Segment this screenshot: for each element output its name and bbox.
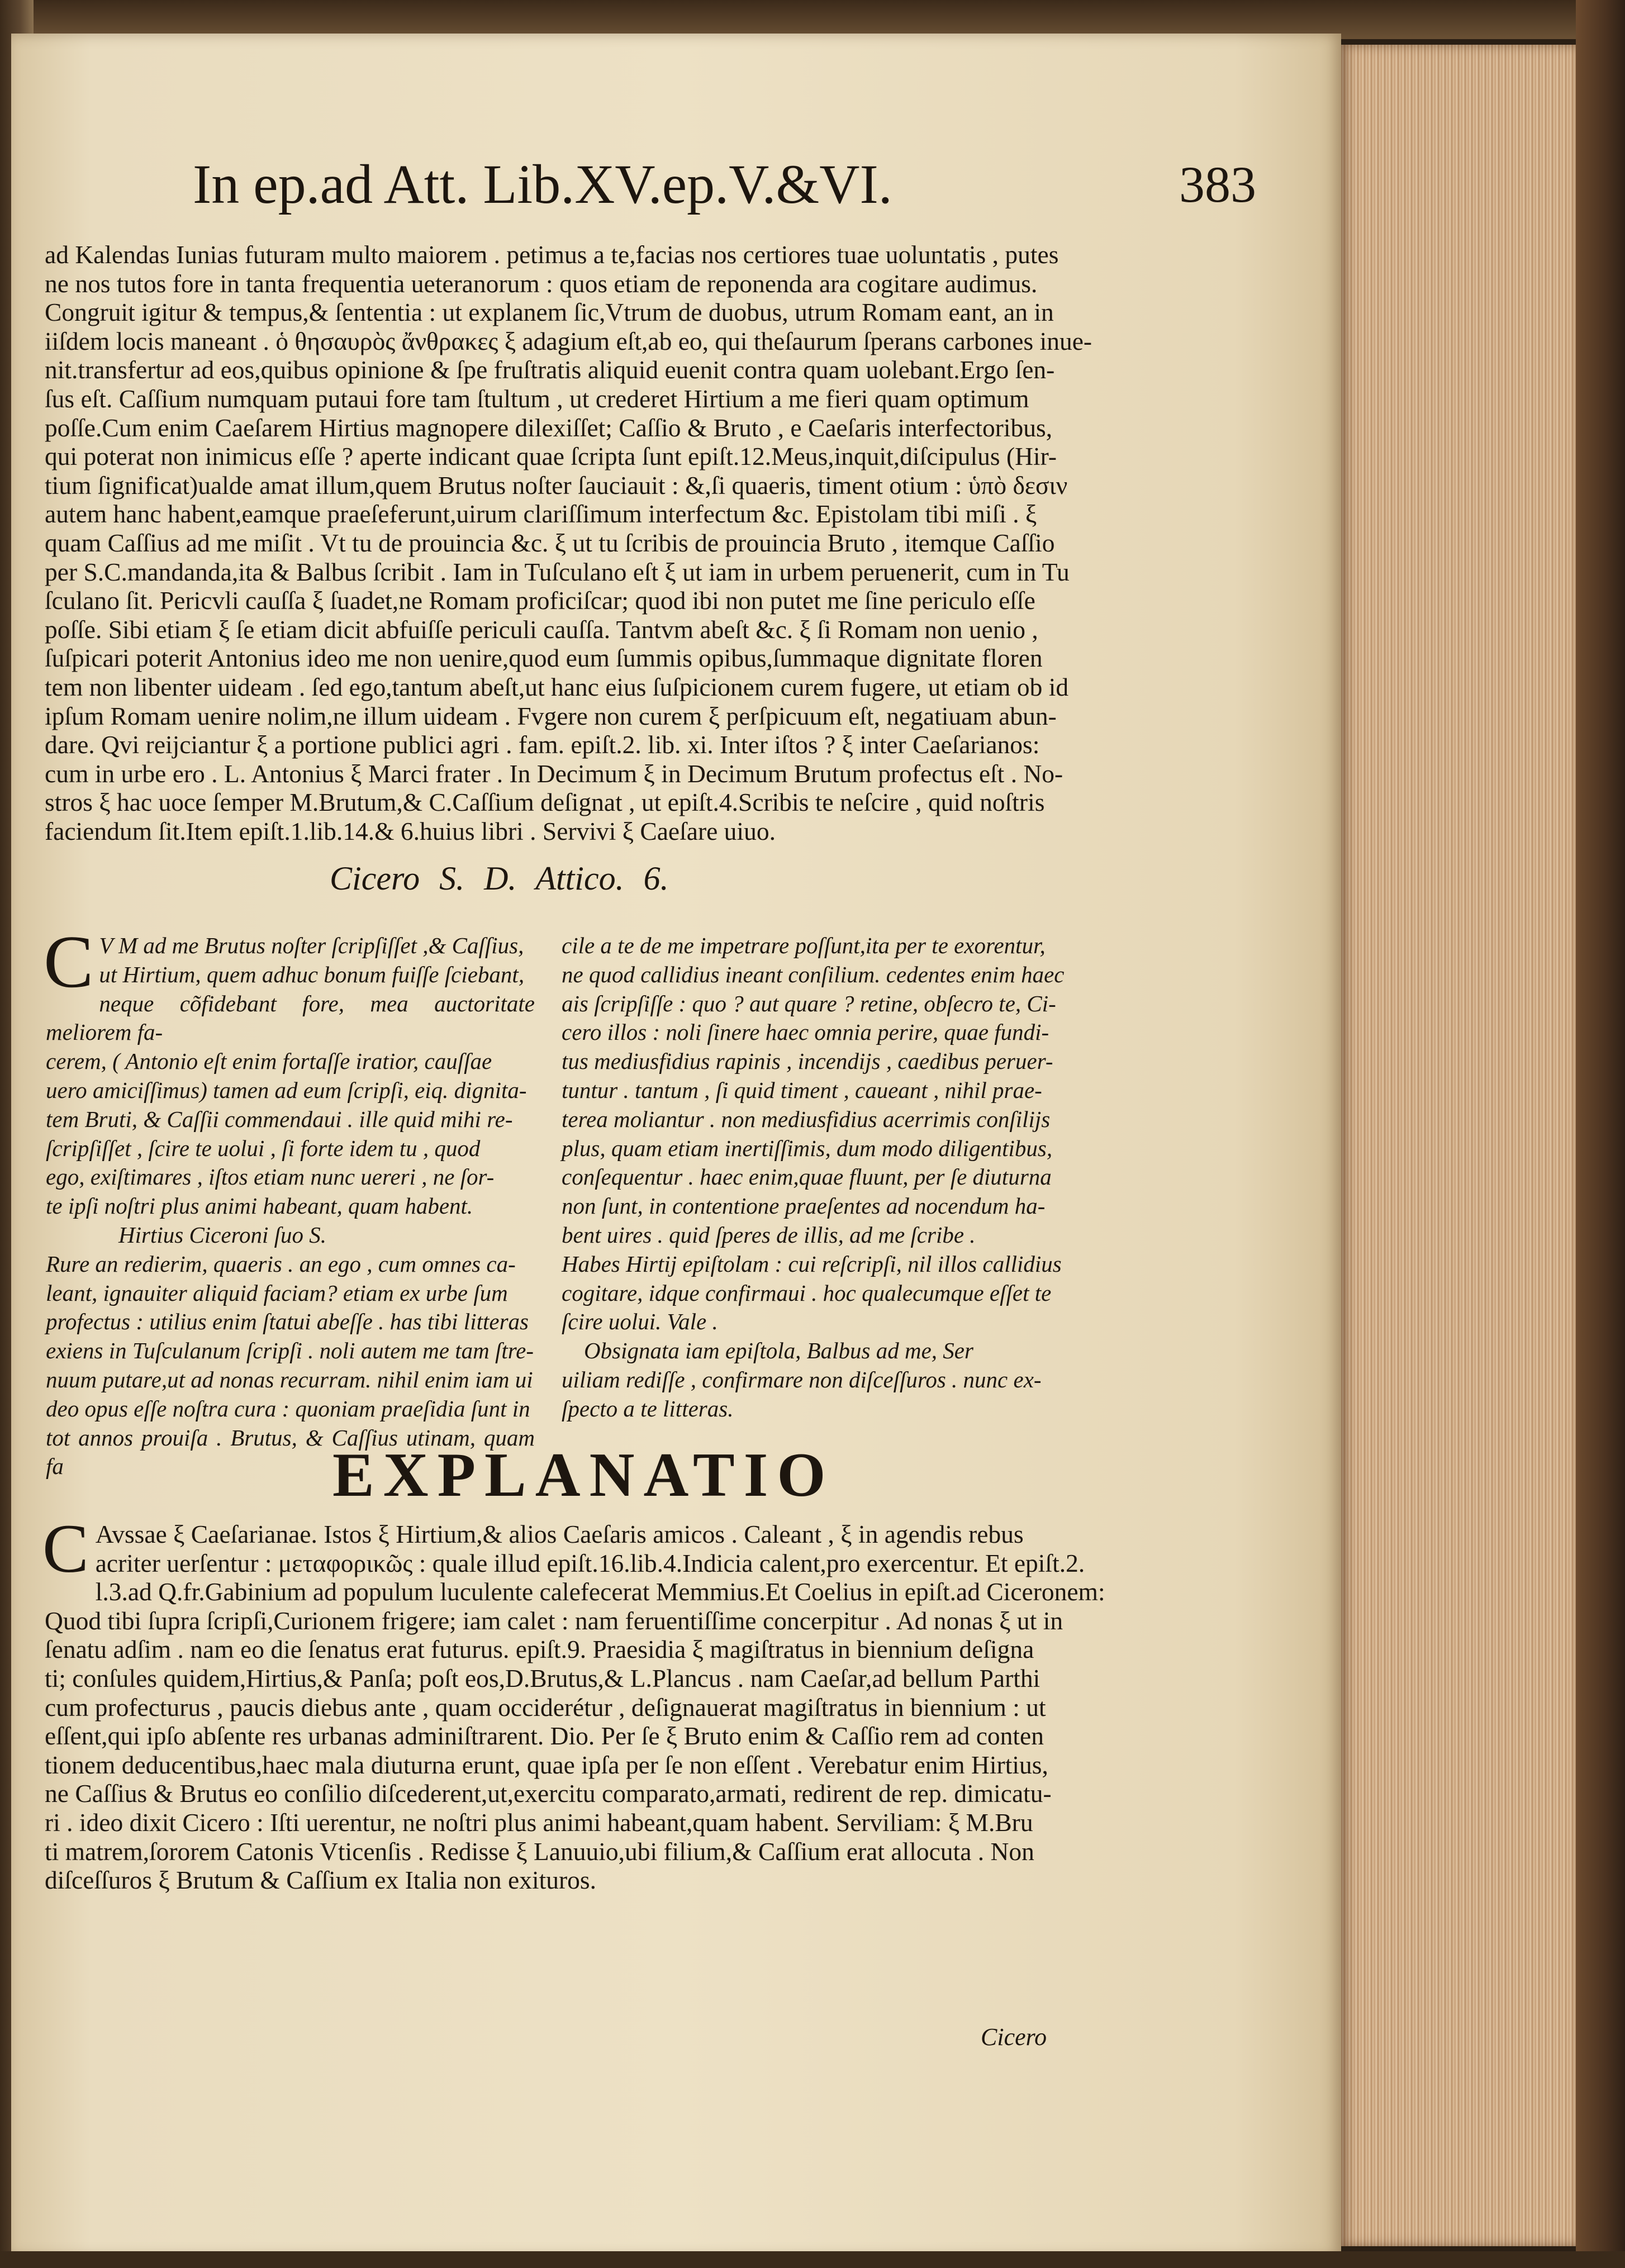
running-head-title: In ep.ad Att. Lib.XV.ep.V.&VI. xyxy=(193,153,892,215)
letter-subheading: Hirtius Ciceroni ſuo S. xyxy=(118,1221,327,1248)
running-head xyxy=(193,151,1256,218)
text-line: quam Caſſius ad me miſit . Vt tu de prouincia &c. ξ ut tu ſcribis de prouincia Bruto , itemque Caſſio xyxy=(45,528,1055,557)
text-line: V M ad me Brutus noſter ſcripſiſſet ,& Caſſius, xyxy=(99,933,524,958)
text-line: cum profecturus , paucis diebus ante , quam occiderétur , deſignauerat magiſtratus in biennium : ut xyxy=(45,1692,1046,1722)
book-cover-bottom xyxy=(0,2251,1625,2268)
dropcap: C xyxy=(44,920,94,1003)
text-line: cogitare, idque confirmaui . hoc qualecumque eſſet te xyxy=(562,1280,1052,1306)
text-line: Quod tibi ſupra ſcripſi,Curionem frigere; iam calet : nam feruentiſſime concerpitur . Ad nonas ξ ut in xyxy=(45,1606,1063,1635)
text-line: cile a te de me impetrare poſſunt,ita per te exorentur, xyxy=(562,933,1046,958)
letter-right-column xyxy=(562,931,1078,1424)
text-line: exiens in Tuſculanum ſcripſi . noli autem me tam ſtre- xyxy=(46,1338,534,1364)
text-line: Avssae ξ Caeſarianae. Istos ξ Hirtium,& alios Caeſaris amicos . Caleant , ξ in agendis rebus xyxy=(95,1520,1024,1548)
text-line: Rure an redierim, quaeris . an ego , cum omnes ca- xyxy=(46,1251,516,1277)
book-page xyxy=(11,34,1341,2257)
text-line: autem hanc habent,eamque praeſeferunt,uirum clariſſimum interfectum &c. Epistolam tibi miſi . ξ xyxy=(45,500,1037,529)
text-line: acriter uerſentur : μεταφορικῶς : quale illud epiſt.16.lib.4.Indicia calent,pro exercentur. Et epiſt.2. xyxy=(95,1548,1085,1577)
text-line: uiliam rediſſe , confirmare non diſceſſuros . nunc ex- xyxy=(562,1366,1042,1392)
text-line: ne nos tutos fore in tanta frequentia ueteranorum : quos etiam de reponenda ara cogitare audimus. xyxy=(45,269,1038,298)
text-line: l.3.ad Q.fr.Gabinium ad populum luculente calefecerat Memmius.Et Coelius in epiſt.ad Ciceronem: xyxy=(95,1577,1105,1606)
text-line: ego, exiſtimares , iſtos etiam nunc uereri , ne ſor- xyxy=(46,1164,495,1190)
text-line: tem Bruti, & Caſſii commendaui . ille quid mihi re- xyxy=(46,1106,513,1132)
text-line: nuum putare,ut ad nonas recurram. nihil enim iam ui xyxy=(46,1366,533,1392)
text-line: cero illos : noli ſinere haec omnia perire, quae fundi- xyxy=(562,1019,1049,1045)
text-line: tuntur . tantum , ſi quid timent , caueant , nihil prae- xyxy=(562,1077,1042,1103)
text-line: ri . ideo dixit Cicero : Iſti uerentur, ne noſtri plus animi habeant,quam habent. Serviliam: ξ M.Bru xyxy=(45,1808,1033,1837)
text-line: tus mediusfidius rapinis , incendijs , caedibus peruer- xyxy=(562,1048,1053,1074)
explanatio-text xyxy=(42,1510,1109,1895)
text-line: neque cõfidebant fore, mea auctoritate meliorem fa- xyxy=(46,990,535,1045)
text-line: Congruit igitur & tempus,& ſententia : ut explanem ſic,Vtrum de duobus, utrum Romam eant, an in xyxy=(45,298,1054,327)
commentary-top xyxy=(45,240,1109,845)
text-line: tium ſignificat)ualde amat illum,quem Brutus noſter ſauciauit : &,ſi quaeris, timent otium : ὑπὸ δεσιν xyxy=(45,470,1068,500)
text-line: deo opus eſſe noſtra cura : quoniam praeſidia ſunt in xyxy=(46,1395,530,1421)
text-line: diſceſſuros ξ Brutum & Caſſium ex Italia non exituros. xyxy=(45,1866,597,1895)
text-line: nit.transfertur ad eos,quibus opinione & ſpe fruſtratis aliquid euenit contra quam uolebant.Ergo ſen- xyxy=(45,355,1055,384)
text-line: plus, quam etiam inertiſſimis, dum modo diligentibus, xyxy=(562,1135,1053,1161)
text-line: cum in urbe ero . L. Antonius ξ Marci frater . In Decimum ξ in Decimum Brutum profectus eſt . No- xyxy=(45,759,1063,788)
text-line: ſus eſt. Caſſium numquam putaui fore tam ſtultum , ut crederet Hirtium a me fieri quam optimum xyxy=(45,384,1029,413)
text-line: ſcire uolui. Vale . xyxy=(562,1309,718,1335)
text-line: ſuſpicari poterit Antonius ideo me non uenire,quod eum ſummis opibus,ſummaque dignitate floren xyxy=(45,644,1043,673)
dropcap: C xyxy=(42,1510,89,1587)
text-line: Habes Hirtij epiſtolam : cui reſcripſi, nil illos callidius xyxy=(562,1251,1062,1277)
text-line: per S.C.mandanda,ita & Balbus ſcribit . Iam in Tuſculano eſt ξ ut iam in urbem peruenerit, cum in Tu xyxy=(45,557,1070,586)
text-line: non ſunt, in contentione praeſentes ad nocendum ha- xyxy=(562,1193,1046,1219)
text-line: ſenatu adſim . nam eo die ſenatus erat futurus. epiſt.9. Praesidia ξ magiſtratus in biennium deſigna xyxy=(45,1635,1034,1664)
text-line: ne quod callidius ineant conſilium. cedentes enim haec xyxy=(562,961,1065,987)
page-number: 383 xyxy=(1179,156,1256,213)
catchword: Cicero xyxy=(981,2023,1047,2051)
text-line: ad Kalendas Iunias futuram multo maiorem . petimus a te,facias nos certiores tuae uoluntatis , putes xyxy=(45,240,1059,269)
text-line: tot annos prouiſa . Brutus, & Caſſius utinam, quam fa xyxy=(46,1424,535,1480)
text-line: stros ξ hac uoce ſemper M.Brutum,& C.Caſſium deſignat , ut epiſt.4.Scribis te neſcire , quid noſtris xyxy=(45,788,1045,817)
text-line: ſcripſiſſet , ſcire te uolui , ſi forte idem tu , quod xyxy=(46,1135,481,1161)
text-line: te ipſi noſtri plus animi habeant, quam habent. xyxy=(46,1193,473,1219)
text-line: leant, ignauiter aliquid faciam? etiam ex urbe ſum xyxy=(46,1280,508,1306)
text-line: bent uires . quid ſperes de illis, ad me ſcribe . xyxy=(562,1221,976,1248)
text-line: conſequentur . haec enim,quae fluunt, per ſe diuturna xyxy=(562,1164,1052,1190)
text-line: dare. Qvi reijciantur ξ a portione publici agri . fam. epiſt.2. lib. xi. Inter iſtos ? ξ inter Caeſarianos: xyxy=(45,730,1040,759)
text-line: tionem deducentibus,haec mala diuturna erunt, quae ipſa per ſe non eſſent . Verebatur enim Hirtius, xyxy=(45,1750,1048,1779)
book-cover-right xyxy=(1576,0,1625,2268)
text-line: tem non libenter uideam . ſed ego,tantum abeſt,ut hanc eius ſuſpicionem curem fugere, ut etiam ob id xyxy=(45,672,1069,701)
text-line: poſſe.Cum enim Caeſarem Hirtius magnopere dilexiſſet; Caſſio & Bruto , e Caeſaris interfectoribus, xyxy=(45,413,1053,442)
text-line: qui poterat non inimicus eſſe ? aperte indicant quae ſcripta ſunt epiſt.12.Meus,inquit,diſcipulus (Hir- xyxy=(45,442,1057,471)
text-line: poſſe. Sibi etiam ξ ſe etiam dicit abfuiſſe periculi cauſſa. Tantvm abeſt &c. ξ ſi Romam non uenio , xyxy=(45,615,1038,644)
letter-left-column xyxy=(44,920,535,1481)
text-line: ti matrem,ſororem Catonis Vticenſis . Redisse ξ Lanuuio,ubi filium,& Caſſium erat allocuta . Non xyxy=(45,1837,1034,1866)
text-line: uero amiciſſimus) tamen ad eum ſcripſi, eiq. dignita- xyxy=(46,1077,527,1103)
text-line: terea moliantur . non mediusfidius acerrimis conſilijs xyxy=(562,1106,1051,1132)
text-line: faciendum ſit.Item epiſt.1.lib.14.& 6.huius libri . Servivi ξ Caeſare uiuo. xyxy=(45,816,776,845)
text-line: ais ſcripſiſſe : quo ? aut quare ? retine, obſecro te, Ci- xyxy=(562,990,1056,1016)
text-line: profectus : utilius enim ſtatui abeſſe . has tibi litteras xyxy=(46,1309,529,1335)
text-line: cerem, ( Antonio eſt enim fortaſſe iratior, cauſſae xyxy=(46,1048,492,1074)
text-line: ut Hirtium, quem adhuc bonum fuiſſe ſciebant, xyxy=(99,961,525,987)
text-line: ti; conſules quidem,Hirtius,& Panſa; poſt eos,D.Brutus,& L.Plancus . nam Caeſar,ad bellum Parthi xyxy=(45,1663,1040,1692)
text-line: eſſent,qui ipſo abſente res urbanas adminiſtrarent. Dio. Per ſe ξ Bruto enim & Caſſio rem ad conten xyxy=(45,1722,1044,1751)
text-line: ne Caſſius & Brutus eo conſilio diſcederent,ut,exercitu comparato,armati, redirent de rep. dimicatu- xyxy=(45,1779,1052,1808)
page-edges xyxy=(1341,45,1576,2246)
letter-heading: Cicero S. D. Attico. 6. xyxy=(330,860,669,897)
text-line: iiſdem locis maneant . ὁ θησαυρὸς ἄνθρακες ξ adagium eſt,ab eo, qui theſaurum ſperans carbones inue- xyxy=(45,326,1092,355)
text-line: ſpecto a te litteras. xyxy=(562,1395,734,1421)
text-line: ipſum Romam uenire nolim,ne illum uideam . Fvgere non curem ξ perſpicuum eſt, negatiuam abun- xyxy=(45,701,1057,730)
explanatio-heading: EXPLANATIO xyxy=(332,1440,835,1510)
text-line: Obsignata iam epiſtola, Balbus ad me, Ser xyxy=(584,1338,973,1364)
text-line: ſculano ſit. Pericvli cauſſa ξ ſuadet,ne Romam proficiſcar; quod ibi non putet me ſine periculo eſſe xyxy=(45,586,1035,615)
